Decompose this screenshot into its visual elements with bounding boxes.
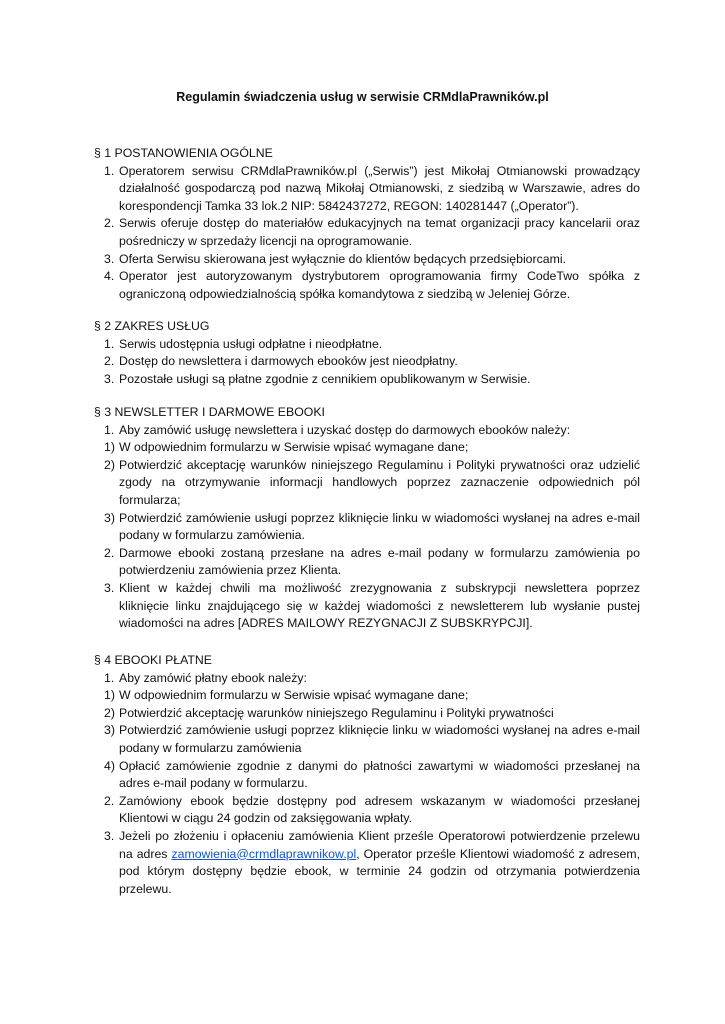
list-item bbox=[94, 580, 640, 633]
item-number: 2. bbox=[104, 354, 115, 369]
item-number: 2) bbox=[104, 705, 115, 720]
list-item bbox=[94, 793, 640, 828]
section-heading: § 2 ZAKRES USŁUG bbox=[94, 319, 210, 333]
list-item bbox=[94, 758, 640, 793]
item-number: 2. bbox=[104, 545, 115, 560]
item-text: Operator jest autoryzowanym dystrybutorem oprogramowania firmy CodeTwo spółka z ograniczoną odpowiedzialnością spółka komandytowa z siedzibą w Jeleniej Górze. bbox=[119, 269, 640, 301]
list-item bbox=[94, 422, 640, 440]
item-number: 3. bbox=[104, 251, 115, 266]
item-number: 3. bbox=[104, 828, 115, 843]
item-number: 2) bbox=[104, 457, 115, 472]
item-number: 1. bbox=[104, 670, 115, 685]
list-item bbox=[94, 545, 640, 580]
list-item bbox=[94, 670, 640, 688]
item-number: 4) bbox=[104, 758, 115, 773]
list-item bbox=[94, 439, 640, 457]
item-number: 3) bbox=[104, 723, 115, 738]
item-number: 1. bbox=[104, 422, 115, 437]
item-text: Serwis udostępnia usługi odpłatne i nieodpłatne. bbox=[119, 336, 383, 351]
list-item bbox=[94, 722, 640, 757]
item-text: Operatorem serwisu CRMdlaPrawników.pl („Serwis”) jest Mikołaj Otmianowski prowadzący działalność gospodarczą pod nazwą Mikołaj Otmianowski, z siedzibą w Warszawie, adres do korespondencji Tamka 33 lok.2 NIP: 5842437272, REGON: 140281447 („Operator”). bbox=[119, 163, 640, 213]
item-text-after: , Operator prześle Klientowi wiadomość z adresem, pod którym dostępny będzie ebook, w terminie 24 godzin od otrzymania potwierdzenia przelewu. bbox=[119, 846, 640, 896]
item-number: 2. bbox=[104, 793, 115, 808]
document-title: Regulamin świadczenia usług w serwisie CRMdlaPrawników.pl bbox=[176, 90, 549, 104]
item-text: W odpowiednim formularzu w Serwisie wpisać wymagane dane; bbox=[119, 440, 469, 455]
section-3 bbox=[94, 404, 640, 633]
item-number: 3. bbox=[104, 580, 115, 595]
item-number: 1) bbox=[104, 688, 115, 703]
item-text: W odpowiednim formularzu w Serwisie wpisać wymagane dane; bbox=[119, 688, 469, 703]
list-item bbox=[94, 828, 640, 898]
section-1 bbox=[94, 145, 640, 303]
item-text: Potwierdzić akceptację warunków niniejszego Regulaminu i Polityki prywatności bbox=[119, 705, 554, 720]
list-item bbox=[94, 457, 640, 510]
item-text-before: Jeżeli po złożeniu i opłaceniu zamówienia Klient prześle Operatorowi potwierdzenie przelewu na adres bbox=[119, 828, 640, 861]
item-text: Darmowe ebooki zostaną przesłane na adres e-mail podany w formularzu zamówienia po potwierdzeniu zamówienia przez Klienta. bbox=[119, 545, 640, 578]
item-number: 3. bbox=[104, 371, 115, 386]
item-number: 2. bbox=[104, 216, 115, 231]
item-text: Oferta Serwisu skierowana jest wyłącznie do klientów będących przedsiębiorcami. bbox=[119, 251, 566, 266]
list-item bbox=[94, 163, 640, 216]
item-text: Zamówiony ebook będzie dostępny pod adresem wskazanym w wiadomości przesłanej Klientowi w ciągu 24 godzin od zaksięgowania wpłaty. bbox=[119, 793, 640, 826]
item-text: Pozostałe usługi są płatne zgodnie z cennikiem opublikowanym w Serwisie. bbox=[119, 371, 531, 386]
item-number: 1. bbox=[104, 163, 115, 178]
list-item bbox=[94, 336, 640, 354]
item-text: Potwierdzić zamówienie usługi poprzez kliknięcie linku w wiadomości wysłanej na adres e-mail podany w formularzu zamówienia. bbox=[119, 510, 640, 543]
section-heading: § 1 POSTANOWIENIA OGÓLNE bbox=[94, 146, 273, 160]
section-heading: § 3 NEWSLETTER I DARMOWE EBOOKI bbox=[94, 405, 325, 419]
list-item bbox=[94, 268, 640, 303]
section-4 bbox=[94, 652, 640, 898]
item-text: Serwis oferuje dostęp do materiałów edukacyjnych na temat organizacji pracy kancelarii oraz pośredniczy w sprzedaży licencji na oprogramowanie. bbox=[119, 216, 640, 248]
item-number: 1. bbox=[104, 336, 115, 351]
item-number: 1) bbox=[104, 440, 115, 455]
item-text: Dostęp do newslettera i darmowych ebooków jest nieodpłatny. bbox=[119, 354, 458, 369]
list-item bbox=[94, 687, 640, 705]
list-item bbox=[94, 371, 640, 389]
item-number: 4. bbox=[104, 269, 115, 284]
item-text: Potwierdzić akceptację warunków niniejszego Regulaminu i Polityki prywatności oraz udzielić zgody na otrzymywanie informacji handlowych poprzez zaznaczenie odpowiednich pól formularza; bbox=[119, 457, 640, 507]
list-item bbox=[94, 251, 640, 269]
item-text bbox=[119, 828, 640, 898]
item-number: 3) bbox=[104, 510, 115, 525]
list-item bbox=[94, 215, 640, 250]
email-link[interactable]: zamowienia@crmdlaprawnikow.pl bbox=[171, 846, 357, 861]
item-text: Klient w każdej chwili ma możliwość zrezygnowania z subskrypcji newslettera poprzez kliknięcie linku znajdującego się w każdej wiadomości z newsletterem lub wysłanie pustej wiadomości na adres [ADRES MAILOWY REZYGNACJI Z SUBSKRYPCJI]. bbox=[119, 580, 640, 631]
section-heading: § 4 EBOOKI PŁATNE bbox=[94, 653, 213, 667]
list-item bbox=[94, 353, 640, 371]
list-item bbox=[94, 705, 640, 723]
list-item bbox=[94, 510, 640, 545]
item-text: Opłacić zamówienie zgodnie z danymi do płatności zawartymi w wiadomości przesłanej na adres e-mail podany w formularzu. bbox=[119, 758, 640, 791]
item-text: Aby zamówić płatny ebook należy: bbox=[119, 670, 307, 685]
section-2 bbox=[94, 318, 640, 388]
item-text: Potwierdzić zamówienie usługi poprzez kliknięcie linku w wiadomości wysłanej na adres e-mail podany w formularzu zamówienia bbox=[119, 723, 640, 755]
item-text: Aby zamówić usługę newslettera i uzyskać dostęp do darmowych ebooków należy: bbox=[119, 422, 571, 437]
